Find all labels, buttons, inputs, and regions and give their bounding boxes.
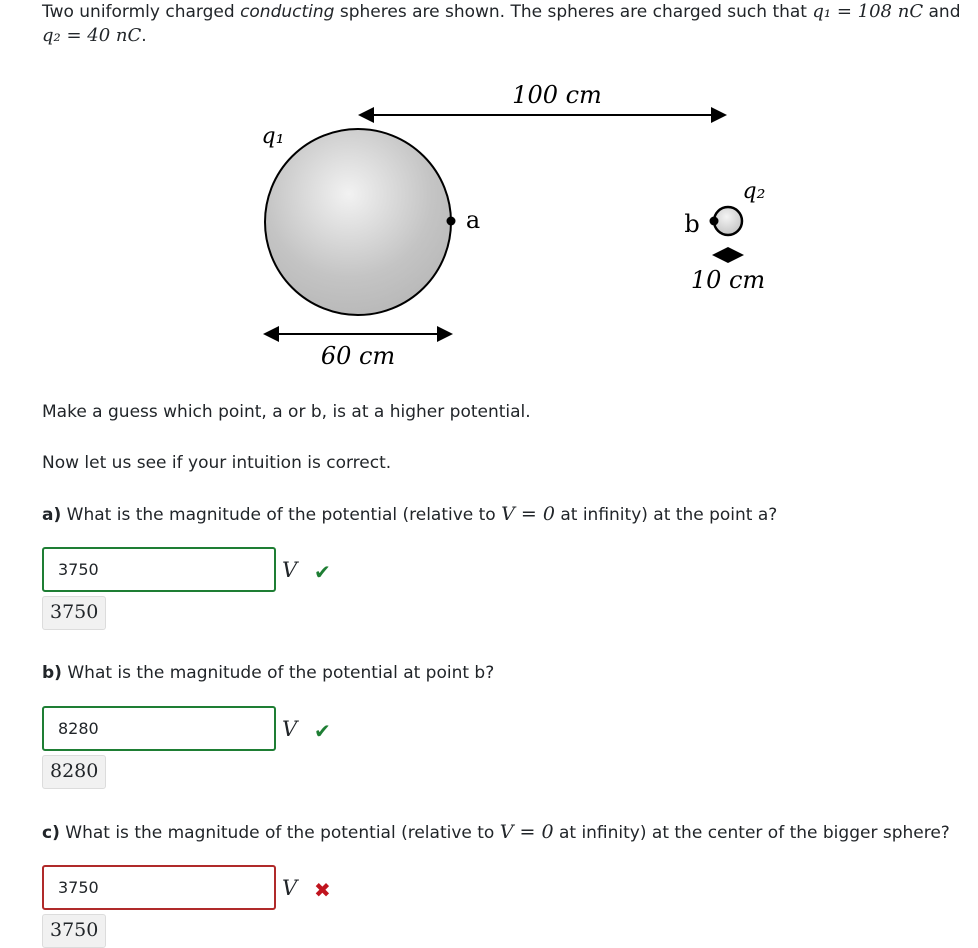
question-c-prefix: c): [42, 823, 60, 843]
small-diameter-label: 10 cm: [690, 266, 766, 294]
x-icon: ✖: [314, 878, 331, 902]
question-a-before: What is the magnitude of the potential (relative to: [61, 505, 502, 525]
question-a-text: [42, 503, 777, 525]
big-diameter-label: 60 cm: [320, 342, 396, 370]
point-b-label: b: [684, 210, 700, 238]
point-a-dot: [447, 217, 456, 226]
big-sphere: [265, 129, 451, 315]
answer-c-input[interactable]: [42, 865, 276, 910]
spheres-diagram: [220, 70, 820, 390]
intro-period: .: [141, 26, 147, 46]
q2-label: q₂: [742, 179, 766, 204]
point-b-dot: [710, 217, 719, 226]
answer-a-submitted: 3750: [42, 596, 106, 630]
question-b-prefix: b): [42, 663, 62, 683]
intuition-text: Now let us see if your intuition is correct.: [42, 453, 392, 473]
question-c-text: [42, 821, 950, 843]
question-c-before: What is the magnitude of the potential (relative to: [59, 823, 500, 843]
answer-b-input[interactable]: [42, 706, 276, 751]
q2-value: q₂ = 40 nC: [42, 25, 142, 46]
question-b-text: [42, 663, 494, 683]
point-a-label: a: [465, 206, 481, 234]
distance-label: 100 cm: [512, 81, 602, 109]
intro-line-1: [42, 0, 978, 24]
question-b-body: What is the magnitude of the potential at point b?: [61, 663, 495, 683]
answer-b-submitted: 8280: [42, 755, 106, 789]
intro-and: and: [923, 2, 961, 22]
question-c-after: at infinity) at the center of the bigger sphere?: [553, 823, 950, 843]
answer-a-input[interactable]: [42, 547, 276, 592]
guess-text: Make a guess which point, a or b, is at a higher potential.: [42, 402, 531, 422]
intro-text-2: spheres are shown. The spheres are charged such that: [334, 2, 813, 22]
question-c-math: V = 0: [499, 821, 554, 843]
q1-label: q₁: [261, 124, 285, 149]
q1-value: q₁ = 108 nC: [812, 1, 924, 22]
intro-conducting: conducting: [240, 2, 335, 22]
answer-b-unit: V: [282, 717, 298, 741]
answer-c-submitted: 3750: [42, 914, 106, 948]
question-a-after: at infinity) at the point a?: [554, 505, 778, 525]
answer-c-unit: V: [282, 876, 298, 900]
problem-intro: [42, 0, 978, 48]
check-icon: ✔: [314, 719, 331, 743]
question-a-math: V = 0: [501, 503, 555, 525]
question-a-prefix: a): [42, 505, 62, 525]
intro-line-2: [42, 24, 978, 48]
check-icon: ✔: [314, 560, 331, 584]
answer-a-unit: V: [282, 558, 298, 582]
intro-text: Two uniformly charged: [42, 2, 241, 22]
